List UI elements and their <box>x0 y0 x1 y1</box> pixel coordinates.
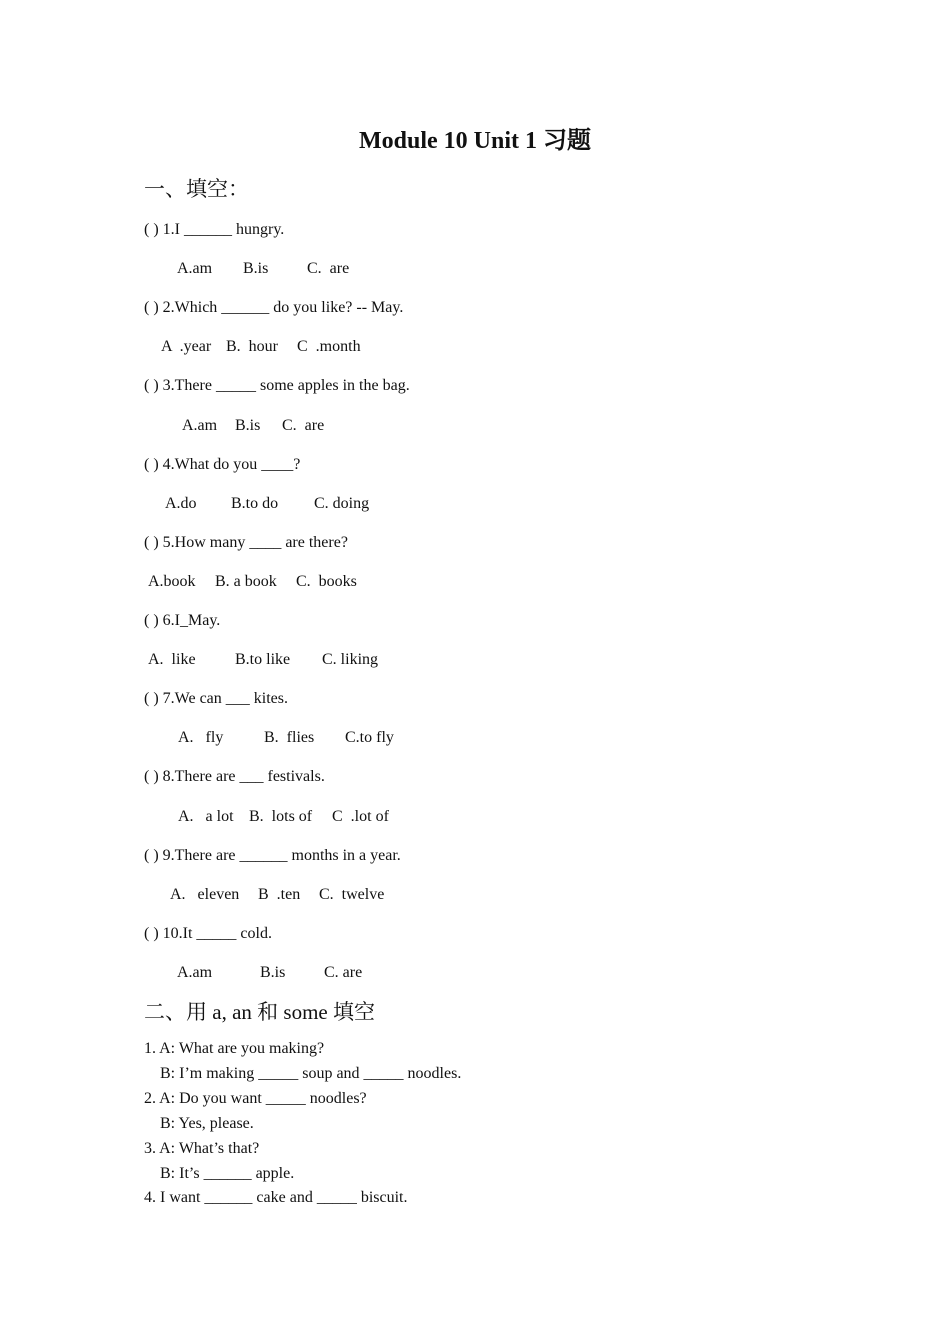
question-10-stem: ( ) 10.It _____ cold. <box>144 925 272 942</box>
section-1-heading: 一、填空： <box>144 177 249 201</box>
question-8-option-c: C .lot of <box>332 808 389 825</box>
question-10-option-c: C. are <box>324 964 363 981</box>
section-2-heading: 二、用 a, an 和 some 填空 <box>144 1000 375 1024</box>
question-9-option-c: C. twelve <box>319 886 385 903</box>
question-9-stem: ( ) 9.There are ______ months in a year. <box>144 847 401 864</box>
page-title: Module 10 Unit 1 习题 <box>358 128 591 154</box>
question-9-option-b: B .ten <box>258 886 301 903</box>
question-4-option-b: B.to do <box>231 495 279 512</box>
question-6-option-c: C. liking <box>322 651 379 668</box>
question-1-option-c: C. are <box>307 260 350 277</box>
question-4-option-c: C. doing <box>314 495 370 512</box>
question-8-option-a: A. a lot <box>178 808 234 825</box>
exercise-line: B: It’s ______ apple. <box>144 1165 295 1182</box>
question-7-option-a: A. fly <box>178 729 224 746</box>
question-1-stem: ( ) 1.I ______ hungry. <box>144 221 285 238</box>
question-3-option-b: B.is <box>235 417 261 434</box>
question-8-option-b: B. lots of <box>249 808 313 825</box>
question-7-option-c: C.to fly <box>345 729 394 746</box>
question-3-option-c: C. are <box>282 417 325 434</box>
question-5-option-c: C. books <box>296 573 357 590</box>
question-7-stem: ( ) 7.We can ___ kites. <box>144 690 288 707</box>
question-10-option-b: B.is <box>260 964 286 981</box>
question-6-stem: ( ) 6.I_May. <box>144 612 221 629</box>
question-5-option-a: A.book <box>148 573 196 590</box>
question-4-option-a: A.do <box>165 495 197 512</box>
question-9-option-a: A. eleven <box>170 886 240 903</box>
question-1-option-a: A.am <box>177 260 213 277</box>
question-2-option-c: C .month <box>297 338 361 355</box>
question-6-option-a: A. like <box>148 651 196 668</box>
question-3-option-a: A.am <box>182 417 218 434</box>
question-10-option-a: A.am <box>177 964 213 981</box>
question-4-stem: ( ) 4.What do you ____? <box>144 456 301 473</box>
exercise-line: 2. A: Do you want _____ noodles? <box>144 1090 367 1107</box>
exercise-line: 3. A: What’s that? <box>144 1140 260 1157</box>
exercise-line: 1. A: What are you making? <box>144 1040 325 1057</box>
exercise-line: B: Yes, please. <box>144 1115 254 1132</box>
question-2-option-a: A .year <box>161 338 212 355</box>
question-6-option-b: B.to like <box>235 651 291 668</box>
exercise-line: 4. I want ______ cake and _____ biscuit. <box>144 1189 408 1206</box>
question-8-stem: ( ) 8.There are ___ festivals. <box>144 768 325 785</box>
question-7-option-b: B. flies <box>264 729 315 746</box>
question-2-option-b: B. hour <box>226 338 278 355</box>
question-5-stem: ( ) 5.How many ____ are there? <box>144 534 348 551</box>
question-2-stem: ( ) 2.Which ______ do you like? -- May. <box>144 299 404 316</box>
question-3-stem: ( ) 3.There _____ some apples in the bag. <box>144 377 410 394</box>
exercise-line: B: I’m making _____ soup and _____ noodles. <box>144 1065 462 1082</box>
question-1-option-b: B.is <box>243 260 269 277</box>
question-5-option-b: B. a book <box>215 573 277 590</box>
